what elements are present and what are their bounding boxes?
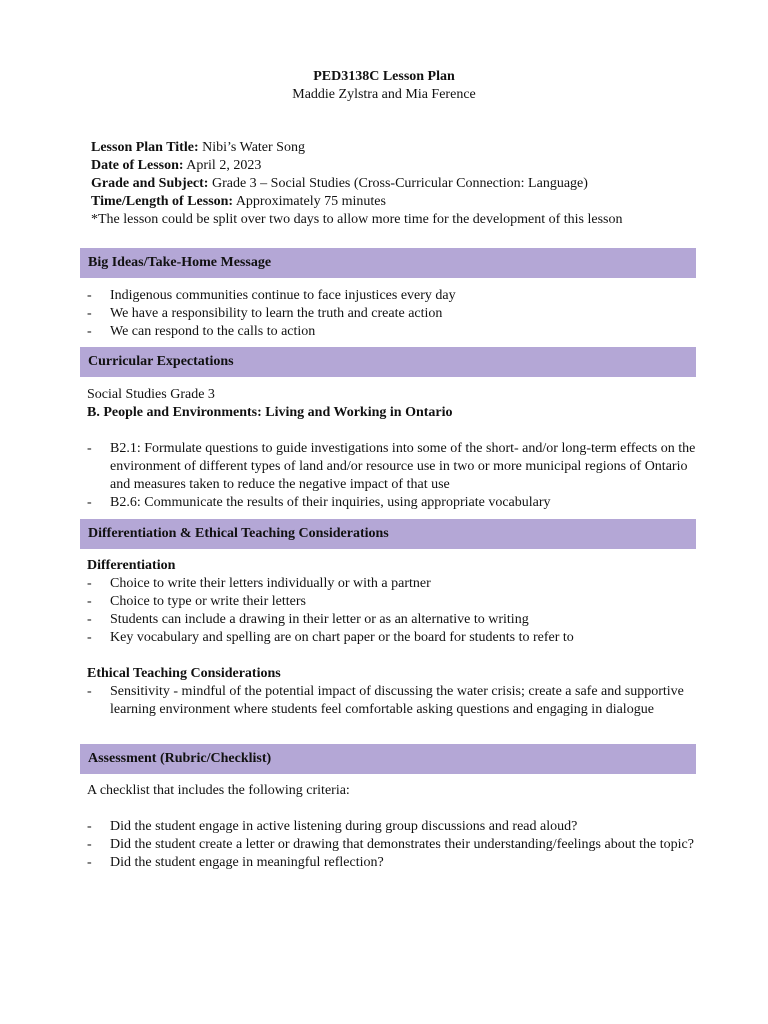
assessment-intro: A checklist that includes the following criteria: [87, 783, 350, 798]
differentiation-subtitle: Differentiation [87, 558, 176, 573]
lesson-length-line [91, 193, 711, 211]
document-title: PED3138C Lesson Plan [313, 69, 455, 84]
bullet-dash: - [87, 324, 92, 339]
list-item-text: We have a responsibility to learn the truth and create action [110, 306, 443, 321]
list-item-text: Key vocabulary and spelling are on chart paper or the board for students to refer to [110, 630, 574, 645]
list-item [87, 836, 707, 854]
lesson-date-line [91, 157, 711, 175]
bullet-dash: - [87, 819, 92, 834]
lesson-length-label: Time/Length of Lesson: [91, 194, 234, 209]
lesson-title-line [91, 139, 711, 157]
list-item-text: Did the student engage in active listening during group discussions and read aloud? [110, 819, 578, 834]
list-item [87, 593, 707, 611]
list-item-text: Choice to write their letters individually or with a partner [110, 576, 431, 591]
list-item [87, 818, 707, 836]
curriculum-subject: Social Studies Grade 3 [87, 387, 215, 402]
bullet-dash: - [87, 441, 92, 456]
list-item-text: Choice to type or write their letters [110, 594, 306, 609]
grade-subject-value: Grade 3 – Social Studies (Cross-Curricular Connection: Language) [208, 176, 588, 191]
curricular-expectations-heading: Curricular Expectations [80, 347, 696, 377]
lesson-date-label: Date of Lesson: [91, 158, 184, 173]
differentiation-body [87, 557, 707, 719]
list-item [87, 629, 707, 647]
list-item-text: B2.6: Communicate the results of their inquiries, using appropriate vocabulary [110, 495, 551, 510]
lesson-date-value: April 2, 2023 [183, 158, 262, 173]
grade-subject-line [91, 175, 711, 193]
spacer [87, 800, 707, 818]
lesson-title-label: Lesson Plan Title: [91, 140, 199, 155]
spacer [87, 647, 707, 665]
curricular-expectations-body [87, 386, 707, 512]
bullet-dash: - [87, 630, 92, 645]
bullet-dash: - [87, 576, 92, 591]
lesson-note: *The lesson could be split over two days to allow more time for the development of this lesson [91, 212, 623, 227]
bullet-dash: - [87, 288, 92, 303]
list-item [87, 305, 707, 323]
list-item [87, 683, 707, 719]
spacer [87, 422, 707, 440]
list-item-text: Did the student engage in meaningful reflection? [110, 855, 384, 870]
list-item [87, 575, 707, 593]
differentiation-heading: Differentiation & Ethical Teaching Considerations [80, 519, 696, 549]
list-item-text: We can respond to the calls to action [110, 324, 316, 339]
bullet-dash: - [87, 495, 92, 510]
list-item [87, 611, 707, 629]
lesson-length-value: Approximately 75 minutes [233, 194, 386, 209]
bullet-dash: - [87, 837, 92, 852]
assessment-body [87, 782, 707, 872]
ethics-subtitle: Ethical Teaching Considerations [87, 666, 281, 681]
bullet-dash: - [87, 612, 92, 627]
document-header [0, 68, 768, 104]
bullet-dash: - [87, 594, 92, 609]
list-item [87, 287, 707, 305]
list-item [87, 440, 707, 494]
list-item [87, 494, 707, 512]
list-item [87, 854, 707, 872]
big-ideas-list [87, 287, 707, 341]
curriculum-strand: B. People and Environments: Living and Working in Ontario [87, 405, 453, 420]
lesson-details [91, 139, 711, 229]
bullet-dash: - [87, 684, 92, 699]
big-ideas-heading: Big Ideas/Take-Home Message [80, 248, 696, 278]
list-item-text: Indigenous communities continue to face injustices every day [110, 288, 456, 303]
bullet-dash: - [87, 306, 92, 321]
assessment-heading: Assessment (Rubric/Checklist) [80, 744, 696, 774]
list-item [87, 323, 707, 341]
document-authors: Maddie Zylstra and Mia Ference [292, 87, 476, 102]
grade-subject-label: Grade and Subject: [91, 176, 209, 191]
list-item-text: Students can include a drawing in their letter or as an alternative to writing [110, 612, 529, 627]
list-item-text: B2.1: Formulate questions to guide investigations into some of the short- and/or long-term effects on the environment of different types of land and/or resource use in two or more municipal regions of Ontario and measures taken to reduce the negative impact of that use [110, 441, 696, 492]
list-item-text: Sensitivity - mindful of the potential impact of discussing the water crisis; create a safe and supportive learning environment where students feel comfortable asking questions and engaging in dialogue [110, 684, 684, 717]
bullet-dash: - [87, 855, 92, 870]
list-item-text: Did the student create a letter or drawing that demonstrates their understanding/feelings about the topic? [110, 837, 694, 852]
lesson-title-value: Nibi’s Water Song [198, 140, 305, 155]
